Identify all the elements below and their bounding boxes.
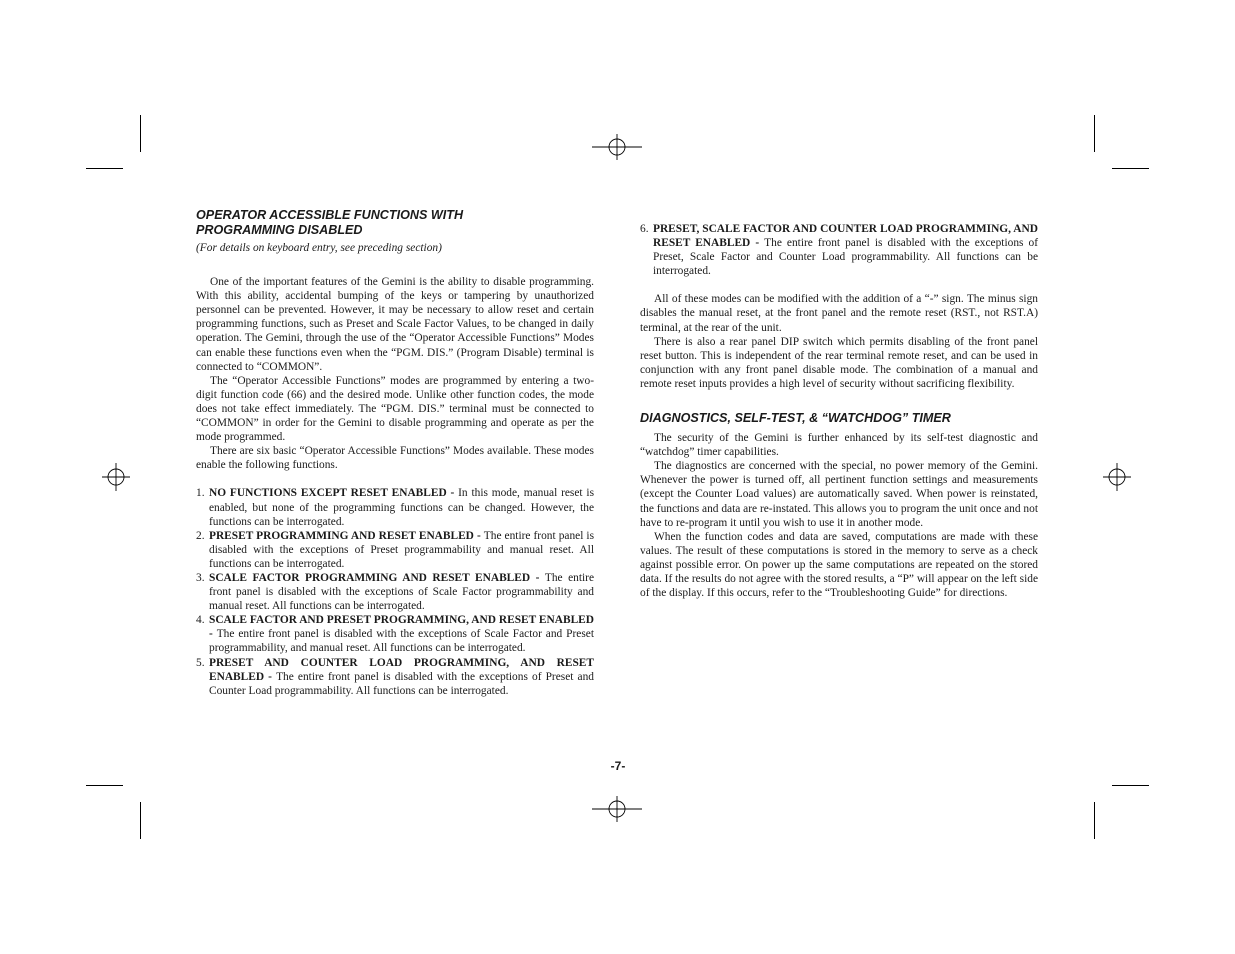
crop-mark (86, 168, 123, 169)
list-item: 2. PRESET PROGRAMMING AND RESET ENABLED - The entire front panel is disabled with the exceptions of Preset programmability and manual reset. All functions can be interrogated. (196, 529, 595, 570)
right-column (640, 222, 1038, 600)
left-column (196, 208, 594, 698)
list-item: 5. PRESET AND COUNTER LOAD PROGRAMMING, AND RESET ENABLED - The entire front panel is disabled with the exceptions of Preset and Counter Load programmability. All functions can be interrogated. (196, 656, 594, 697)
paragraph: When the function codes and data are saved, computations are made with these values. The result of these computations is stored in the memory to serve as a check against possible error. On power up the same computations are repeated on the stored data. If the results do not agree with the stored results, a “P” will appear on the left side of the display. If this occurs, refer to the “Troubleshooting Guide” for directions. (640, 530, 1038, 600)
list-item: 3. SCALE FACTOR PROGRAMMING AND RESET ENABLED - The entire front panel is disabled with the exceptions of Scale Factor programmability and manual reset. All functions can be interrogated. (196, 571, 594, 613)
registration-mark-icon (592, 794, 642, 824)
section-heading: DIAGNOSTICS, SELF-TEST, & “WATCHDOG” TIMER (640, 411, 951, 426)
crop-mark (140, 115, 141, 152)
list-item: 1. NO FUNCTIONS EXCEPT RESET ENABLED - In this mode, manual reset is enabled, but none of the programming functions can be changed. However, the functions can be interrogated. (196, 487, 594, 528)
paragraph: The diagnostics are concerned with the special, no power memory of the Gemini. Whenever the power is turned off, all pertinent function settings and measurements (except the Counter Load values) are automatically saved. When power is reinstated, the functions and data are re-instated. This allows you to program the unit once and not have to re-program it until you wish to use it in another mode. (640, 460, 1038, 529)
paragraph: There is also a rear panel DIP switch which permits disabling of the front panel reset button. This is independent of the rear terminal remote reset, and can be used in conjunction with any front panel disable mode. The combination of a manual and remote reset inputs provides a high level of security without sacrificing flexibility. (640, 335, 1038, 390)
crop-mark (1112, 785, 1149, 786)
paragraph: One of the important features of the Gemini is the ability to disable programming. With this ability, accidental bumping of the keys or tampering by unauthorized personnel can be prevented. However, it may be necessary to allow reset and certain programming functions, such as Preset and Scale Factor Values, to be changed in daily operation. The Gemini, through the use of the “Operator Accessible Functions” Modes can enable these functions even when the “PGM. DIS.” (Program Disable) terminal is connected to “COMMON”. (196, 276, 594, 373)
paragraph: The security of the Gemini is further enhanced by its self-test diagnostic and “watchdog” timer capabilities. (640, 432, 1038, 459)
crop-mark (140, 802, 141, 839)
paragraph: All of these modes can be modified with the addition of a “-” sign. The minus sign disables the manual reset, at the front panel and the remote reset (RST., not RST.A) terminal, at the rear of the unit. (640, 293, 1038, 334)
list-item: 4. SCALE FACTOR AND PRESET PROGRAMMING, AND RESET ENABLED - The entire front panel is disabled with the exceptions of Scale Factor and Preset programmability, and manual reset. All functions can be interrogated. (196, 614, 594, 655)
crop-mark (1094, 115, 1095, 152)
crop-mark (86, 785, 123, 786)
page-number: -7- (610, 759, 626, 773)
paragraph: The “Operator Accessible Functions” modes are programmed by entering a two-digit function code (66) and the desired mode. Unlike other function codes, the mode does not take effect immediately. The “PGM. DIS.” terminal must be connected to “COMMON” in order for the Gemini to disable programming and operate as per the mode programmed. (196, 374, 594, 444)
list-item: 6. PRESET, SCALE FACTOR AND COUNTER LOAD PROGRAMMING, AND RESET ENABLED - The entire front panel is disabled with the exceptions of Preset, Scale Factor and Counter Load programmability. All functions can be interrogated. (640, 223, 1038, 278)
paragraph: There are six basic “Operator Accessible Functions” Modes available. These modes enable the following functions. (196, 445, 594, 472)
section-heading: OPERATOR ACCESSIBLE FUNCTIONS WITH PROGRAMMING DISABLED (196, 208, 464, 237)
registration-mark-icon (101, 462, 131, 492)
registration-mark-icon (592, 132, 642, 162)
crop-mark (1112, 168, 1149, 169)
section-subnote: (For details on keyboard entry, see preceding section) (196, 242, 442, 254)
registration-mark-icon (1102, 462, 1132, 492)
crop-mark (1094, 802, 1095, 839)
